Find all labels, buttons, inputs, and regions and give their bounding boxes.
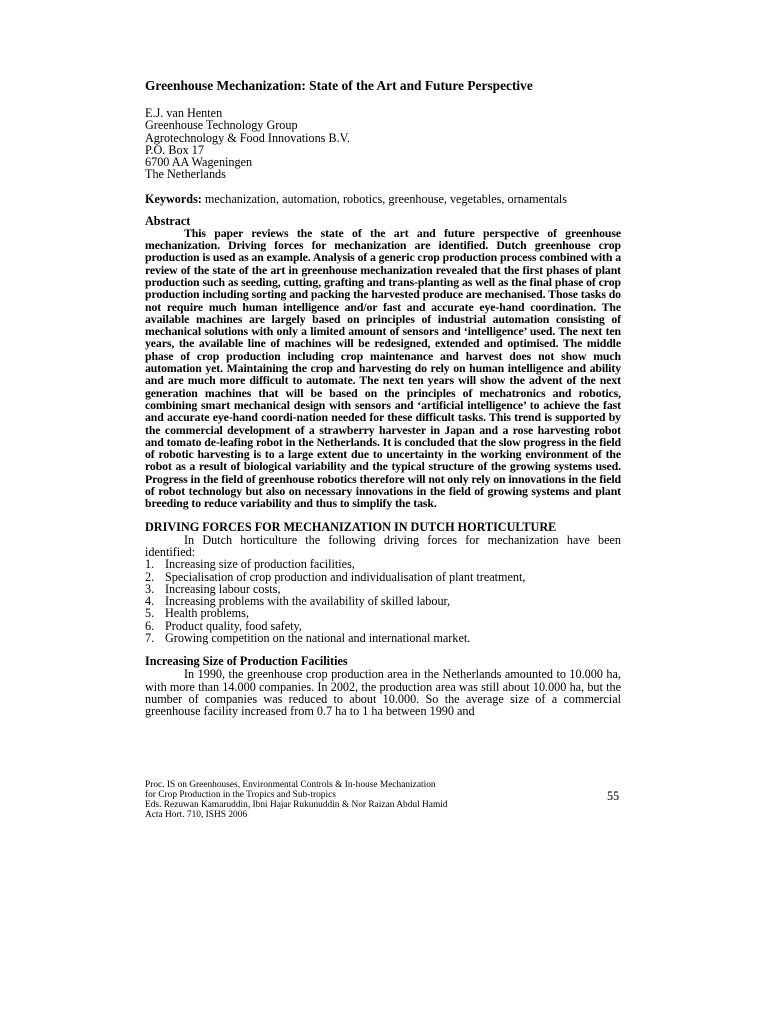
keywords-text: mechanization, automation, robotics, greenhouse, vegetables, ornamentals <box>204 191 568 206</box>
driving-forces-list <box>145 558 621 644</box>
keywords <box>145 192 621 206</box>
affiliation-institute: Agrotechnology & Food Innovations B.V. <box>145 130 350 145</box>
page-footer <box>145 780 621 820</box>
page-number: 55 <box>607 789 620 803</box>
list-item-text: Increasing size of production facilities, <box>165 557 355 572</box>
affiliation-group: Greenhouse Technology Group <box>145 118 298 133</box>
list-item-text: Product quality, food safety, <box>165 618 302 633</box>
list-item-number: 6. <box>145 618 155 633</box>
footer-citation: Acta Hort. 710, ISHS 2006 <box>145 810 248 820</box>
production-facilities-text: In 1990, the greenhouse crop production area in the Netherlands amounted to 10.000 ha, with more than 14.000 companies. In 2002, the production area was still about 10.000 ha, but the number of companies was reduced to about 10.000. So the average size of a commercial greenhouse facility increased from 0.7 ha to 1 ha between 1990 and <box>145 667 621 719</box>
footer-proceedings-cont: for Crop Production in the Tropics and Sub-tropics <box>145 790 336 800</box>
keywords-label: Keywords: <box>145 191 202 206</box>
list-item-number: 2. <box>145 569 155 584</box>
subsection-heading-production-facilities: Increasing Size of Production Facilities <box>145 654 348 669</box>
list-item-number: 3. <box>145 581 155 596</box>
list-item-text: Increasing problems with the availability of skilled labour, <box>165 594 451 609</box>
list-item-text: Specialisation of crop production and individualisation of plant treatment, <box>165 569 526 584</box>
list-item-text: Growing competition on the national and international market. <box>165 630 471 645</box>
footer-proceedings: Proc. IS on Greenhouses, Environmental Controls & In-house Mechanization <box>145 780 436 790</box>
list-item <box>145 632 621 644</box>
list-item-number: 1. <box>145 557 155 572</box>
list-item-text: Health problems, <box>165 606 249 621</box>
section-heading-driving-forces: DRIVING FORCES FOR MECHANIZATION IN DUTCH HORTICULTURE <box>145 519 557 534</box>
affiliation-pobox: P.O. Box 17 <box>145 142 204 157</box>
paper-page <box>145 76 621 717</box>
list-item-text: Increasing labour costs, <box>165 581 281 596</box>
affiliation-city: 6700 AA Wageningen <box>145 155 253 170</box>
abstract-heading: Abstract <box>145 213 191 228</box>
author-affiliation <box>145 107 621 181</box>
list-item-number: 4. <box>145 594 155 609</box>
driving-forces-intro: In Dutch horticulture the following driving forces for mechanization have been identified: <box>145 532 621 559</box>
affiliation-country: The Netherlands <box>145 167 226 182</box>
footer-editors: Eds. Rezuwan Kamaruddin, Ibni Hajar Rukunuddin & Nor Raizan Abdul Hamid <box>145 800 448 810</box>
paper-title: Greenhouse Mechanization: State of the Art and Future Perspective <box>145 78 533 93</box>
author-name: E.J. van Henten <box>145 106 223 120</box>
list-item-number: 5. <box>145 606 155 621</box>
abstract-text: This paper reviews the state of the art and future perspective of greenhouse mechanization. Driving forces for mechanization are identified. Dutch greenhouse crop production is used as an example. Analysis of a generic crop production process combined with a review of the state of the art in greenhouse mechanization revealed that the first phases of plant production such as seeding, cutting, grafting and trans-planting as well as the final phase of crop production including sorting and packing the harvested produce are mechanised. Those tasks do not require much human intelligence and/or fast and accurate eye-hand coordination. The available machines are largely based on principles of industrial automation consisting of mechanical solutions with only a limited amount of sensors and ‘intelligence’ used. The next ten years, the available line of machines will be redesigned, extended and optimised. The middle phase of crop production including crop maintenance and harvest does not show much automation yet. Maintaining the crop and harvesting do rely on human intelligence and ability and are much more difficult to automate. The next ten years will show the advent of the next generation machines that will be based on the principles of mechatronics and robotics, combining smart mechanical design with sensors and ‘artificial intelligence’ to achieve the fast and accurate eye-hand coordi-nation needed for these difficult tasks. This trend is supported by the commercial development of a strawberry harvester in Japan and a rose harvesting robot and tomato de-leafing robot in the Netherlands. It is concluded that the slow progress in the field of robotic harvesting is to a large extent due to uncertainty in the working environment of the robot as a result of biological variability and the typical structure of the growing systems used. Progress in the field of greenhouse robotics therefore will not only rely on innovations in the field of robot technology but also on necessary innovations in the field of growing systems and plant breeding to reduce variability and thus to simplify the task. <box>145 225 621 511</box>
list-item-number: 7. <box>145 630 155 645</box>
